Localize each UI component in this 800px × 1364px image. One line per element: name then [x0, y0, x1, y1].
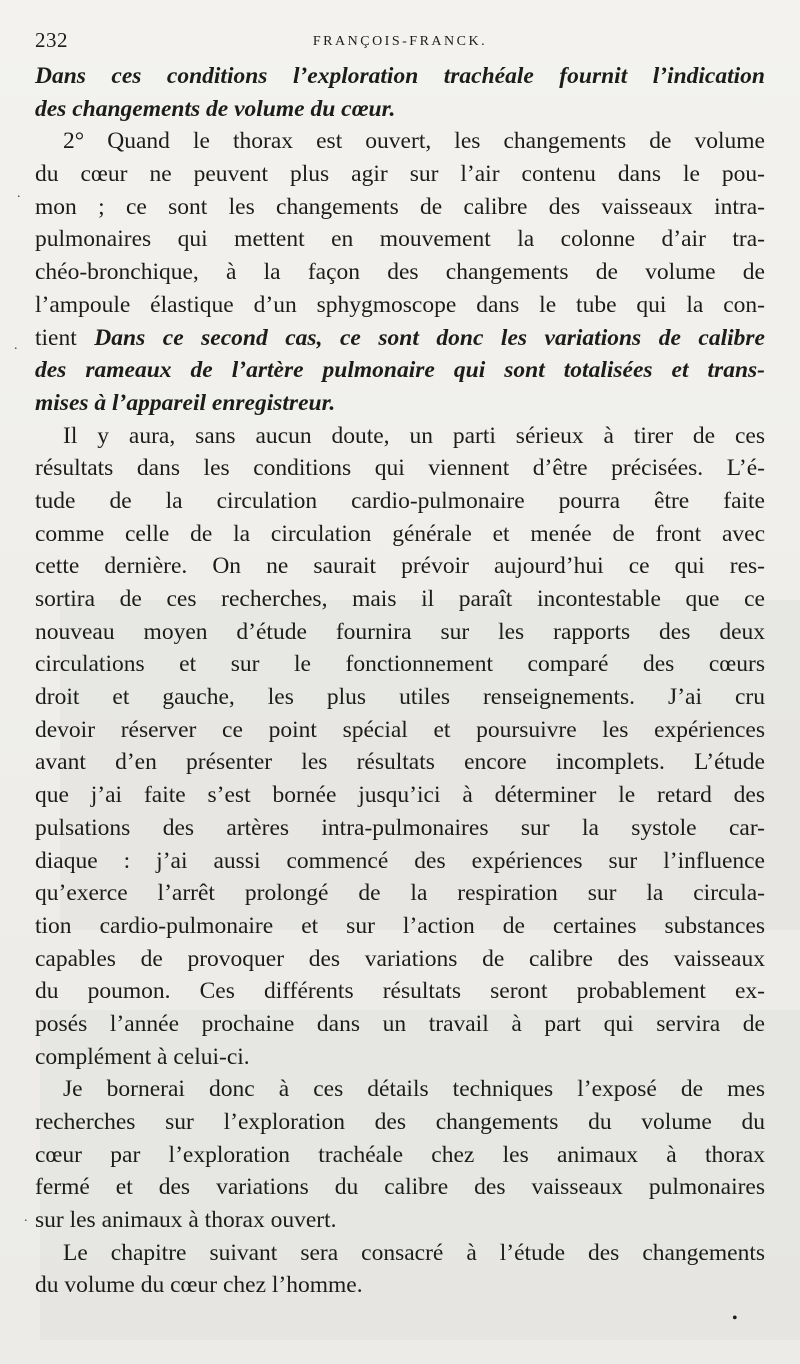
page-header	[35, 28, 765, 58]
emphasized-text: des changements de volume du cœur.	[35, 95, 396, 122]
margin-speck: .	[24, 1210, 28, 1225]
text-line	[35, 1008, 765, 1041]
text-line	[35, 1139, 765, 1172]
text-line	[35, 943, 765, 976]
text-segment: 2° Quand le thorax est ouvert, les changements de volume	[63, 128, 765, 155]
text-segment: l’ampoule élastique d’un sphygmoscope dans le tube qui la con-	[35, 291, 765, 318]
text-segment: du poumon. Ces différents résultats seront probablement ex-	[35, 978, 765, 1005]
text-segment: tion cardio-pulmonaire et sur l’action de certaines substances	[35, 912, 765, 939]
text-line	[35, 93, 765, 126]
text-line	[35, 681, 765, 714]
text-line	[35, 550, 765, 583]
text-segment: résultats dans les conditions qui viennent d’être précisées. L’é-	[35, 455, 765, 482]
text-segment: Il y aura, sans aucun doute, un parti sérieux à tirer de ces	[63, 422, 765, 449]
text-line	[35, 910, 765, 943]
text-segment: cœur par l’exploration trachéale chez les animaux à thorax	[35, 1141, 765, 1168]
text-segment: Le chapitre suivant sera consacré à l’étude des changements	[63, 1239, 765, 1266]
text-line	[35, 387, 765, 420]
text-line	[35, 322, 765, 355]
text-line	[35, 60, 765, 93]
text-line	[35, 518, 765, 551]
text-line	[35, 1073, 765, 1106]
text-line	[35, 158, 765, 191]
text-segment: recherches sur l’exploration des changements du volume du	[35, 1109, 765, 1135]
text-line	[35, 1204, 765, 1237]
margin-speck: .	[17, 186, 21, 201]
text-segment: sur les animaux à thorax ouvert.	[35, 1207, 337, 1234]
margin-speck: .	[14, 338, 18, 353]
text-line	[35, 746, 765, 779]
text-line	[35, 1237, 765, 1270]
text-segment: que j’ai faite s’est bornée jusqu’ici à déterminer le retard des	[35, 782, 765, 809]
text-line	[35, 1041, 765, 1074]
text-segment: fermé et des variations du calibre des vaisseaux pulmonaires	[35, 1174, 765, 1201]
text-line	[35, 616, 765, 649]
text-segment: complément à celui-ci.	[35, 1043, 250, 1070]
text-segment: chéo-bronchique, à la façon des changements de volume de	[35, 259, 765, 286]
text-segment: avant d’en présenter les résultats encore incomplets. L’étude	[35, 749, 765, 776]
text-line	[35, 1171, 765, 1204]
text-line	[35, 191, 765, 224]
text-line	[35, 354, 765, 387]
text-line	[35, 1269, 765, 1302]
emphasized-text: Dans ce second cas, ce sont donc les variations de calibre	[94, 324, 765, 351]
text-segment: diaque : j’ai aussi commencé des expériences sur l’influence	[35, 847, 765, 874]
body-text	[35, 60, 765, 1302]
text-segment: mon ; ce sont les changements de calibre des vaisseaux intra-	[35, 193, 765, 220]
text-segment: qu’exerce l’arrêt prolongé de la respiration sur la circula-	[35, 880, 765, 907]
emphasized-text: Dans ces conditions l’exploration trachéale fournit l’indication	[35, 63, 765, 89]
text-line	[35, 256, 765, 289]
text-line	[35, 485, 765, 518]
text-line	[35, 648, 765, 681]
page-number: 232	[35, 28, 68, 52]
text-line	[35, 289, 765, 322]
text-segment: capables de provoquer des variations de calibre des vaisseaux	[35, 945, 765, 972]
text-segment: tude de la circulation cardio-pulmonaire pourra être faite	[35, 487, 765, 514]
text-segment: du cœur ne peuvent plus agir sur l’air contenu dans le pou-	[35, 161, 765, 188]
footer-mark: •	[732, 1310, 738, 1327]
emphasized-text: mises à l’appareil enregistreur.	[35, 389, 336, 416]
text-line	[35, 812, 765, 845]
text-segment: droit et gauche, les plus utiles renseignements. J’ai cru	[35, 684, 765, 711]
text-segment: du volume du cœur chez l’homme.	[35, 1272, 363, 1299]
text-segment: Je bornerai donc à ces détails techniques l’exposé de mes	[63, 1076, 765, 1103]
emphasized-text: des rameaux de l’artère pulmonaire qui sont totalisées et trans-	[35, 357, 765, 384]
text-line	[35, 845, 765, 878]
text-segment: nouveau moyen d’étude fournira sur les rapports des deux	[35, 618, 765, 645]
text-line	[35, 975, 765, 1008]
text-line	[35, 1106, 765, 1139]
text-line	[35, 877, 765, 910]
text-segment: pulmonaires qui mettent en mouvement la colonne d’air tra-	[35, 226, 765, 253]
text-line	[35, 583, 765, 616]
text-line	[35, 452, 765, 485]
text-segment: cette dernière. On ne saurait prévoir aujourd’hui ce qui res-	[35, 553, 765, 580]
running-head: FRANÇOIS-FRANCK.	[312, 34, 488, 49]
text-segment: comme celle de la circulation générale et menée de front avec	[35, 520, 765, 547]
text-line	[35, 779, 765, 812]
text-line	[35, 223, 765, 256]
text-segment: devoir réserver ce point spécial et poursuivre les expériences	[35, 716, 765, 743]
text-line	[35, 420, 765, 453]
text-segment: pulsations des artères intra-pulmonaires sur la systole car-	[35, 814, 765, 841]
text-segment: tient	[35, 324, 95, 351]
text-segment: posés l’année prochaine dans un travail à part qui servira de	[35, 1010, 765, 1037]
text-line	[35, 125, 765, 158]
text-line	[35, 714, 765, 747]
text-segment: circulations et sur le fonctionnement comparé des cœurs	[35, 651, 765, 678]
text-segment: sortira de ces recherches, mais il paraît incontestable que ce	[35, 586, 765, 612]
